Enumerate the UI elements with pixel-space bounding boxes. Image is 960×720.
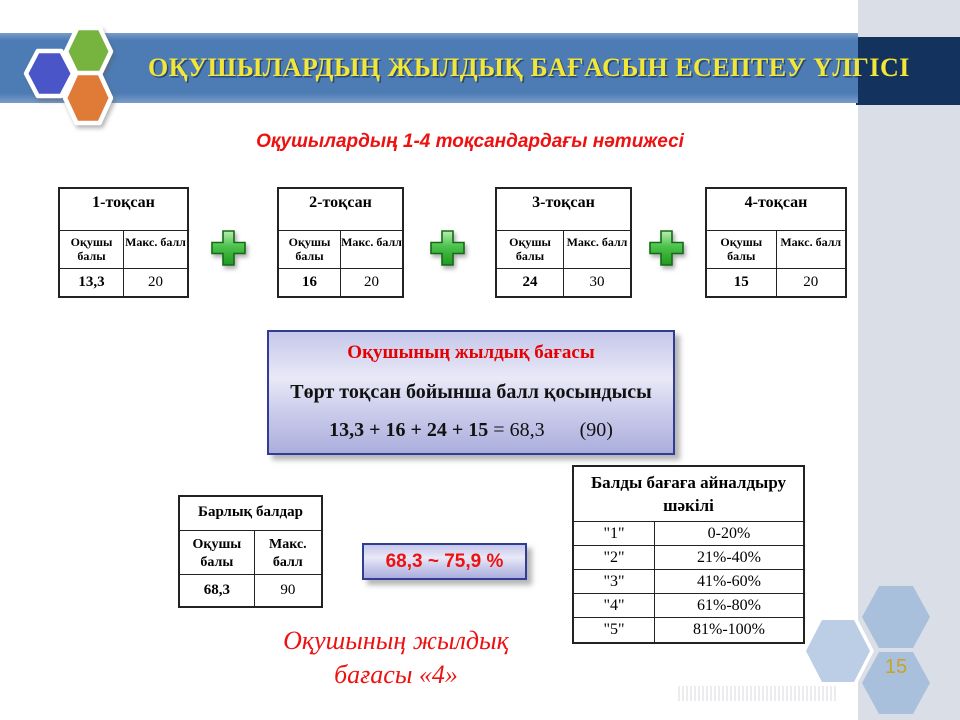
quarter-2-max-score: 20 <box>364 274 379 290</box>
student-score-header: Оқушы балы <box>279 231 341 268</box>
quarter-3-student-score: 24 <box>497 269 564 296</box>
quarter-4-student-score: 15 <box>707 269 777 296</box>
scale-grade: "4" <box>574 594 655 617</box>
summary-formula <box>269 419 673 442</box>
annual-grade-summary-box <box>267 330 675 455</box>
quarter-3-table <box>495 187 632 298</box>
student-score-header: Оқушы балы <box>180 531 255 574</box>
summary-subtitle: Төрт тоқсан бойынша балл қосындысы <box>290 381 652 403</box>
grade-scale-table <box>572 465 805 644</box>
quarter-1-max-score: 20 <box>148 274 163 290</box>
plus-icon <box>210 229 247 268</box>
max-score-header: Макс. балл <box>341 235 402 249</box>
max-score-header: Макс. балл <box>125 235 186 249</box>
quarter-2-student-score: 16 <box>279 269 341 296</box>
scale-range: 21%-40% <box>697 548 761 566</box>
plus-icon <box>648 229 685 268</box>
max-score-header: Макс. балл <box>566 235 628 249</box>
scale-range: 61%-80% <box>697 596 761 614</box>
quarter-4-max-score: 20 <box>803 274 819 290</box>
scale-row <box>574 618 803 642</box>
plus-icon <box>429 229 466 268</box>
conclusion-line-2: бағасы «4» <box>334 660 458 689</box>
totals-title: Барлық балдар <box>180 497 321 531</box>
slide-subtitle: Оқушылардың 1-4 тоқсандардағы нәтижесі <box>256 131 684 152</box>
scale-grade: "3" <box>574 570 655 593</box>
scale-title: Балды бағаға айналдыру шәкілі <box>574 467 803 522</box>
max-score-header: Макс. балл <box>269 537 307 570</box>
student-score-header: Оқушы балы <box>707 231 777 268</box>
scale-range: 81%-100% <box>693 621 765 638</box>
total-scores-table <box>178 495 323 608</box>
conclusion-text <box>216 624 576 692</box>
quarter-1-table <box>58 187 189 298</box>
quarter-2-title: 2-тоқсан <box>279 189 402 231</box>
quarter-1-student-score: 13,3 <box>60 269 124 296</box>
formula-terms: 13,3 + 16 + 24 + 15 <box>329 419 489 441</box>
scale-grade: "5" <box>574 618 655 642</box>
quarter-4-title: 4-тоқсан <box>707 189 845 231</box>
scale-grade: "2" <box>574 546 655 569</box>
student-score-header: Оқушы балы <box>60 231 124 268</box>
scale-row <box>574 570 803 594</box>
summary-title: Оқушының жылдық бағасы <box>347 342 595 363</box>
quarter-2-table <box>277 187 404 298</box>
scale-row <box>574 594 803 618</box>
quarter-3-title: 3-тоқсан <box>497 189 630 231</box>
scale-row <box>574 546 803 570</box>
scale-row <box>574 522 803 546</box>
total-max-score: 90 <box>280 582 296 598</box>
quarter-3-max-score: 30 <box>589 274 605 290</box>
slide-title: ОҚУШЫЛАРДЫҢ ЖЫЛДЫҚ БАҒАСЫН ЕСЕПТЕУ ҮЛГІСІ <box>148 53 910 82</box>
formula-max: (90) <box>579 419 613 441</box>
scale-range: 0-20% <box>707 524 751 542</box>
formula-result: = 68,3 <box>493 419 545 441</box>
scale-grade: "1" <box>574 522 655 545</box>
student-score-header: Оқушы балы <box>497 231 564 268</box>
page-number: 15 <box>884 656 908 678</box>
percent-conversion-box: 68,3 ~ 75,9 % <box>362 543 527 580</box>
watermark <box>678 686 836 701</box>
hexagon-cluster-logo-icon <box>8 8 118 128</box>
total-student-score: 68,3 <box>180 575 255 606</box>
scale-range: 41%-60% <box>697 572 761 590</box>
conclusion-line-1: Оқушының жылдық <box>283 626 509 655</box>
quarter-1-title: 1-тоқсан <box>60 189 187 231</box>
max-score-header: Макс. балл <box>780 235 842 249</box>
quarter-4-table <box>705 187 847 298</box>
title-banner <box>0 33 910 103</box>
